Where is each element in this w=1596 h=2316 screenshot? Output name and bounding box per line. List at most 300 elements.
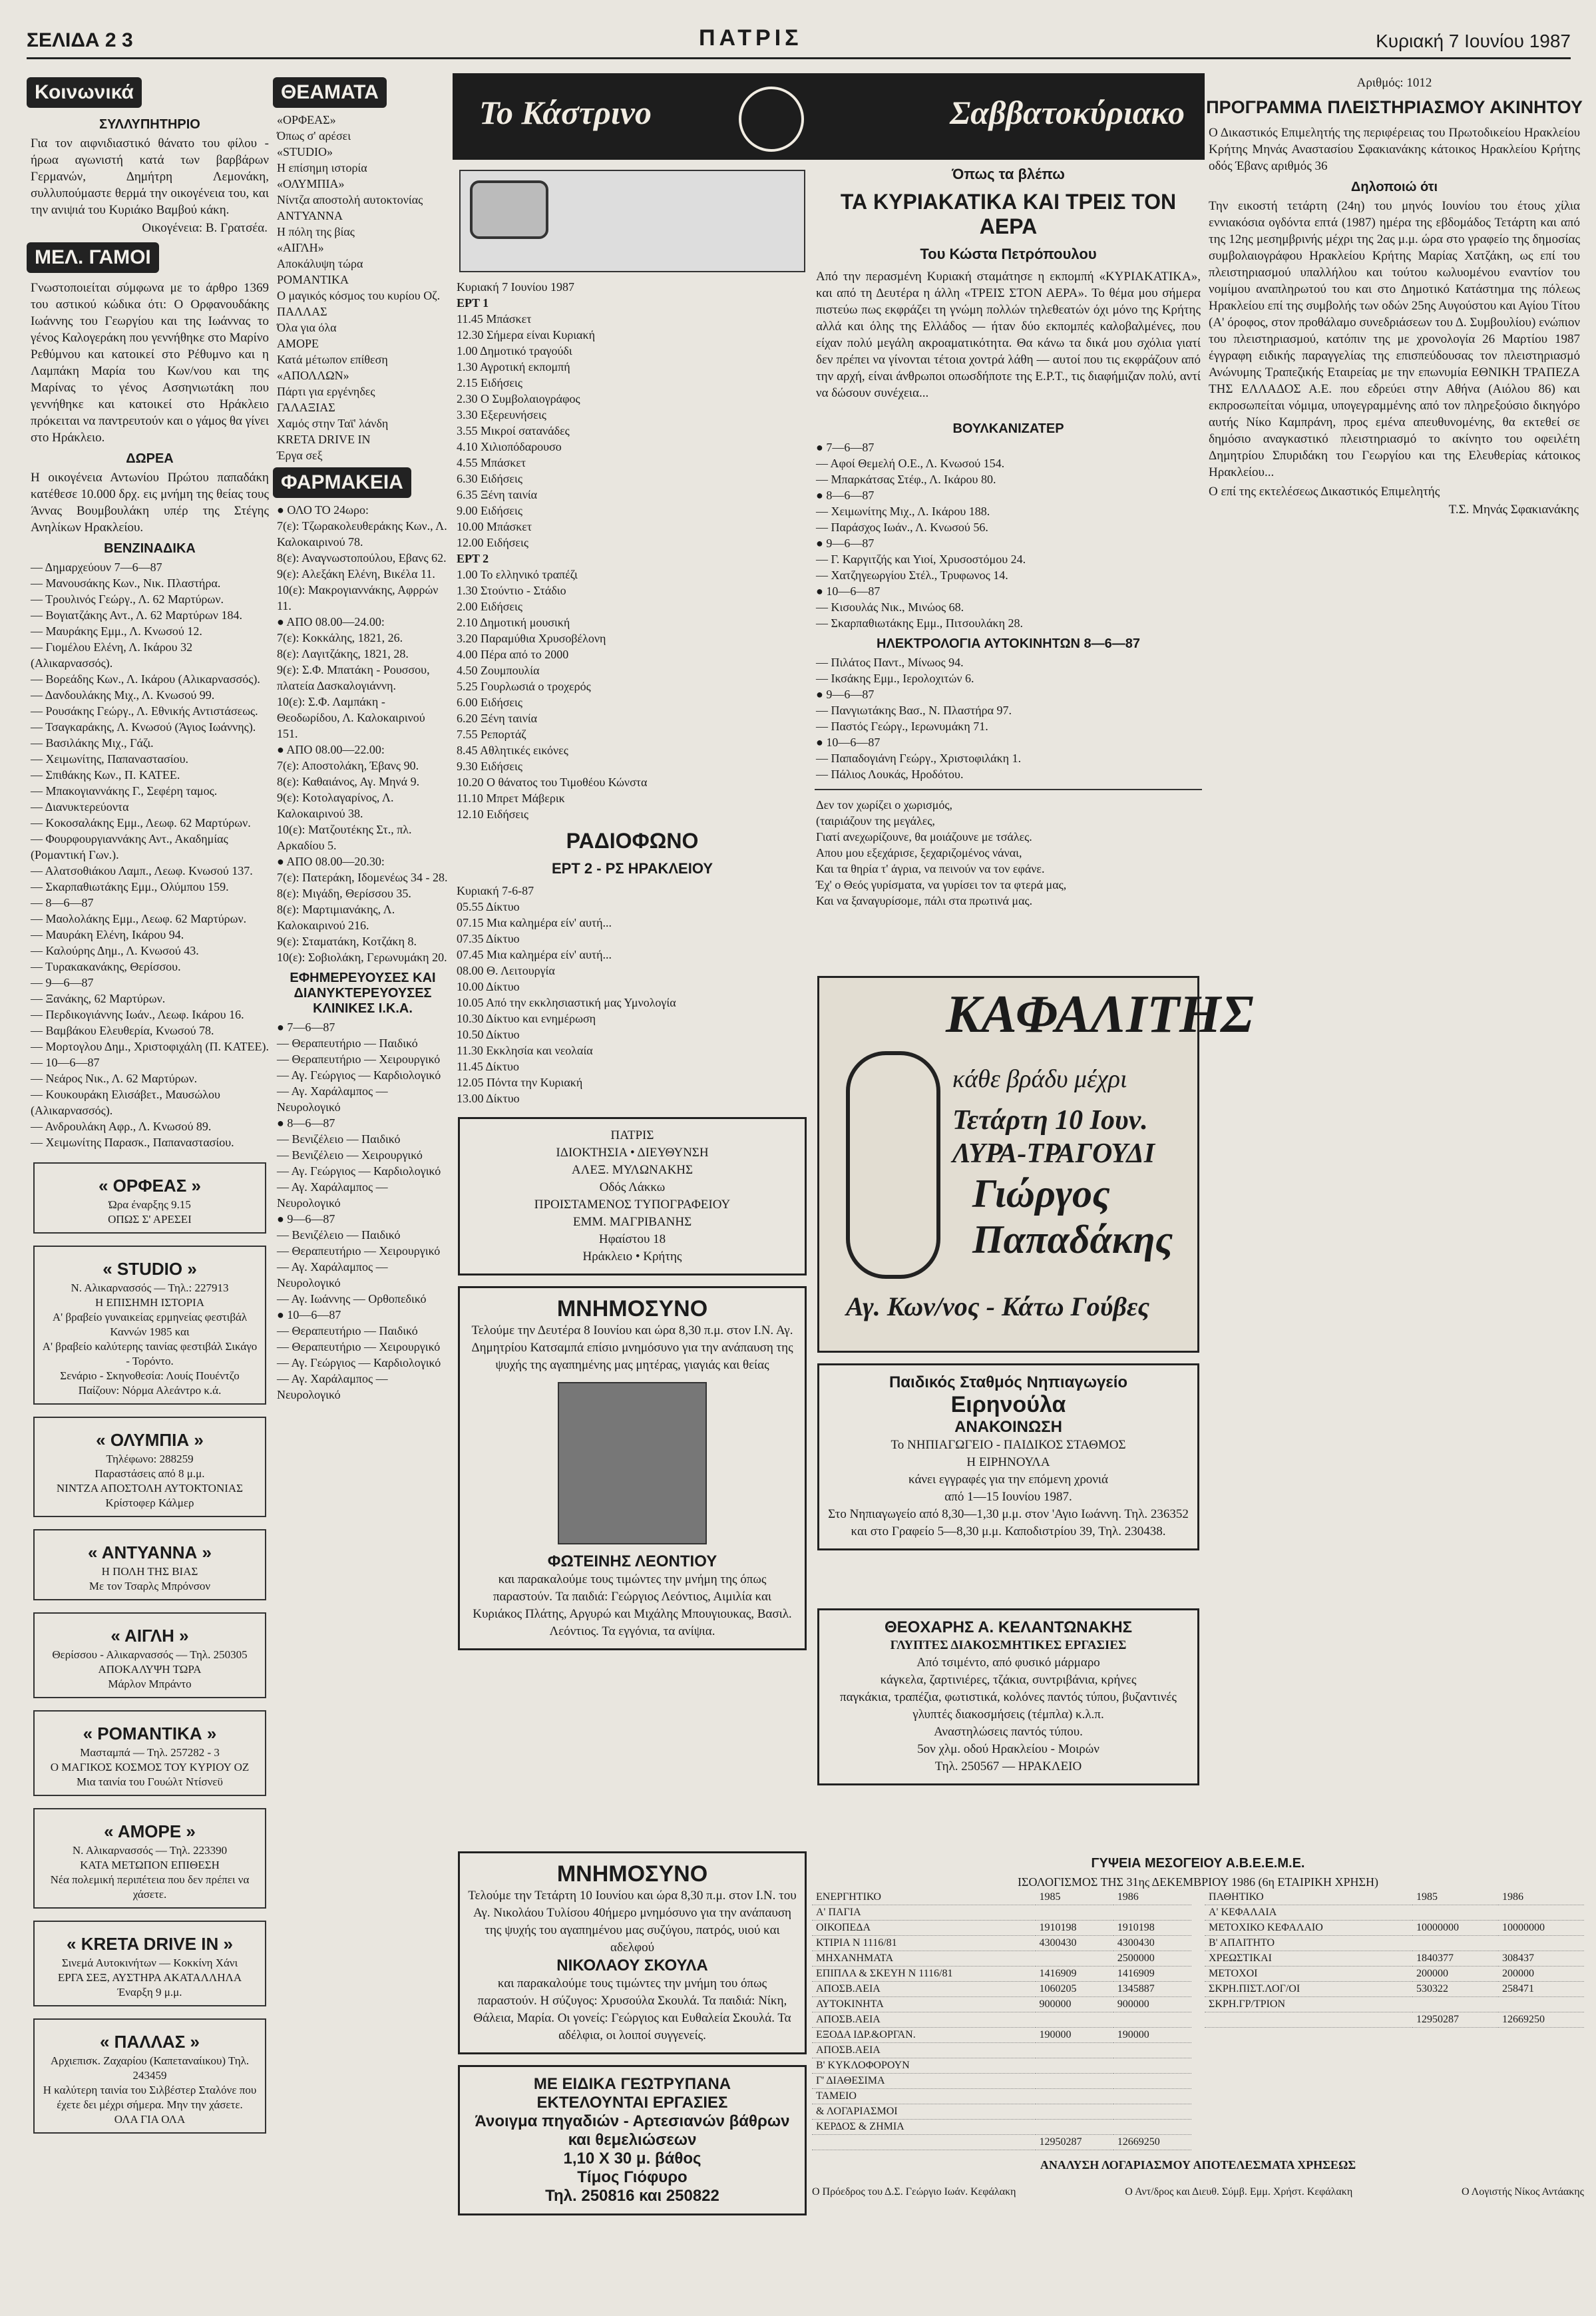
- list-item: Όπως σ' αρέσει: [277, 129, 351, 142]
- lyra-line-2: Τετάρτη 10 Ιουν.: [952, 1105, 1148, 1136]
- list-item: — Ανδρουλάκη Αφρ., Λ. Κνωσού 89.: [31, 1120, 212, 1133]
- list-item: — Παστός Γεώργ., Ιερωνυμάκη 71.: [816, 720, 988, 733]
- list-item: Νίντζα αποστολή αυτοκτονίας: [277, 193, 423, 206]
- table-cell: 12950287: [1036, 2135, 1113, 2150]
- table-row: [812, 2028, 1191, 2043]
- tv-row: 10.00 Μπάσκετ: [457, 520, 532, 533]
- list-item: — Χατζηγεωργίου Στέλ., Τρυφωνος 14.: [816, 569, 1008, 582]
- tv-illustration: [459, 170, 805, 272]
- drill-line: Άνοιγμα πηγαδιών - Αρτεσιανών βάθρων και θεμελιώσεων: [475, 2112, 790, 2149]
- memorial-2-title: ΜΝΗΜΟΣΥΝΟ: [556, 1861, 708, 1887]
- radio-schedule: [453, 899, 812, 1106]
- table-cell: [1113, 2043, 1191, 2058]
- balance-subtitle: ΙΣΟΛΟΓΙΣΜΟΣ ΤΗΣ 31ης ΔΕΚΕΜΒΡΙΟΥ 1986 (6η ΕΤΑΙΡΙΚΗ ΧΡΗΣΗ): [1018, 1875, 1378, 1889]
- list-item: ● 10—6—87: [277, 1308, 341, 1321]
- donation-heading: ΔΩΡΕΑ: [126, 451, 174, 466]
- list-item: — Πιλάτος Παντ., Μίνωος 94.: [816, 656, 964, 669]
- publisher-line: ΠΑΤΡΙΣ: [610, 1128, 654, 1142]
- list-item: — Θεραπευτήριο — Χειρουργικό: [277, 1052, 441, 1066]
- cinema-detail: Σενάριο - Σκηνοθεσία: Λουίς Πουέντζο: [60, 1369, 240, 1382]
- cinema-detail: Με τον Τσαρλς Μπρόνσον: [89, 1580, 211, 1592]
- table-cell: [1113, 2120, 1191, 2135]
- list-item: «STUDIO»: [277, 145, 333, 158]
- list-item: ● ΑΠΟ 08.00—24.00:: [277, 615, 385, 628]
- cinema-listing: [33, 1162, 266, 1234]
- table-cell: 12669250: [1113, 2135, 1191, 2150]
- table-cell: [1412, 1905, 1498, 1921]
- list-item: Χαμός στην Ταϊ' λάνδη: [277, 417, 389, 430]
- table-cell: ΜΕΤΟΧΙΚΟ ΚΕΦΑΛΑΙΟ: [1205, 1921, 1412, 1936]
- publisher-line: Ηφαίστου 18: [598, 1232, 666, 1246]
- poem-line: Και να ξαναγυρίσομε, πάλι στα πρωτινά μας.: [816, 894, 1033, 907]
- drilling-ad: [458, 2065, 807, 2215]
- radio-row: 05.55 Δίκτυο: [457, 900, 520, 913]
- list-item: ΡΟΜΑΝΤΙΚΑ: [277, 273, 349, 286]
- balance-title: ΓΥΨΕΙΑ ΜΕΣΟΓΕΙΟΥ Α.Β.Ε.Ε.Μ.Ε.: [1091, 1856, 1305, 1871]
- auction-signature: Τ.Σ. Μηνάς Σφακιανάκης: [1448, 503, 1579, 517]
- table-cell: 900000: [1113, 1997, 1191, 2012]
- list-item: ● 8—6—87: [816, 489, 875, 502]
- tv-row: 10.20 Ο θάνατος του Τιμοθέου Κώνστα: [457, 776, 648, 789]
- tv-row: 2.10 Δημοτική μουσική: [457, 616, 570, 629]
- cinema-detail: Ν. Αλικαρνασσός — Τηλ.: 227913: [71, 1281, 229, 1294]
- poem-line: Απου μου εξεχάρισε, ξεχαριζομένος νάναι,: [816, 846, 1022, 859]
- table-row: [1205, 1982, 1584, 1997]
- cinema-detail: Μάρλον Μπράντο: [108, 1678, 192, 1690]
- list-item: Κατά μέτωπον επίθεση: [277, 353, 388, 366]
- list-item: ● 8—6—87: [277, 1116, 335, 1130]
- list-item: Έργα σεξ: [277, 449, 323, 462]
- results-title: ΑΝΑΛΥΣΗ ΛΟΓΑΡΙΑΣΜΟΥ ΑΠΟΤΕΛΕΣΜΑΤΑ ΧΡΗΣΕΩΣ: [1040, 2158, 1356, 2172]
- table-cell: [1036, 2012, 1113, 2028]
- list-item: — 8—6—87: [31, 896, 94, 909]
- cinema-detail: Μια ταινία του Γουώλτ Ντίσνεϋ: [77, 1775, 223, 1788]
- list-item: — Τρουλινός Γεώργ., Λ. 62 Μαρτύρων.: [31, 592, 224, 606]
- list-item: 8(ε): Λαγιτζάκης, 1821, 28.: [277, 647, 409, 660]
- radio-row: 10.50 Δίκτυο: [457, 1028, 520, 1041]
- poem-line: (ταιριάζουν της μεγάλες,: [816, 814, 935, 827]
- list-item: — Καλούρης Δημ., Λ. Κνωσού 43.: [31, 944, 199, 957]
- memorial-notice-2: [458, 1851, 807, 2054]
- list-item: — Αγ. Χαράλαμπος — Νευρολογικό: [277, 1260, 388, 1289]
- list-item: Η επίσημη ιστορία: [277, 161, 367, 174]
- table-cell: 1840377: [1412, 1951, 1498, 1967]
- list-item: ● 7—6—87: [277, 1021, 335, 1034]
- auto-electric-heading: ΗΛΕΚΤΡΟΛΟΓΙΑ ΑΥΤΟΚΙΝΗΤΩΝ 8—6—87: [877, 636, 1140, 651]
- cinema-listing: [33, 2018, 266, 2134]
- cinema-detail: Κρίστοφερ Κάλμερ: [105, 1497, 194, 1509]
- cinema-detail: Η καλύτερη ταινία του Σιλβέστερ Σταλόνε που έχετε δει μέχρι σήμερα. Μην την χάσετε.: [43, 2084, 257, 2111]
- list-item: — Βενιζέλειο — Παιδικό: [277, 1132, 401, 1146]
- fuel-station-list: [27, 559, 273, 1150]
- list-item: — Μπακογιαννάκης Γ., Σεφέρη ταμος.: [31, 784, 218, 798]
- nursery-logo: Παιδικός Σταθμός Νηπιαγωγείο: [889, 1373, 1128, 1391]
- sculpture-line: 5ον χλμ. οδού Ηρακλείου - Μοιρών: [917, 1742, 1099, 1756]
- list-item: ΑΜΟΡΕ: [277, 337, 319, 350]
- weddings-text: Γνωστοποιείται σύμφωνα με το άρθρο 1369 του αστικού κώδικα ότι: Ο Ορφανουδάκης Ιωάννης του Γεωργίου και της Ιωάννας το γένος Καλογεράκη που γεννήθηκε στο Μαρίνο Ρεθύμνου και κατοικεί στο Ρέθυμνο και η Λαμπάκη Μαρία του Κων/νου και της Μαρίνας το γένος Ασσηνιωτάκη που γεννήθηκε και κατοικεί στο Ηράκλειο πρόκειται να παντρευτούν και ο γάμος θα γίνει στο Ηράκλειο.: [31, 281, 269, 445]
- table-cell: [1113, 2074, 1191, 2089]
- table-row: [1205, 1921, 1584, 1936]
- signer: Ο Λογιστής Νίκος Αντάακης: [1461, 2186, 1584, 2198]
- nursery-text: [827, 1437, 1189, 1540]
- condolence-signature: Οικογένεια: Β. Γρατσέα.: [142, 221, 268, 235]
- cinema-listing: [33, 1612, 266, 1698]
- liabilities-table: [1205, 1890, 1584, 2028]
- list-item: — Πάλιος Λουκάς, Ηροδότου.: [816, 768, 964, 781]
- cinema-name: « ΟΡΦΕΑΣ »: [99, 1176, 201, 1196]
- lyra-instrument-icon: [846, 1051, 940, 1279]
- feature-banner: [453, 73, 1205, 160]
- tv-row: 11.10 Μπρετ Μάβερικ: [457, 792, 565, 805]
- table-row: [812, 1982, 1191, 1997]
- assets-year-2: 1986: [1113, 1890, 1191, 1905]
- sculpture-line: Τηλ. 250567 — ΗΡΑΚΛΕΙΟ: [934, 1759, 1082, 1773]
- lyra-singer: Γιώργος Παπαδάκης: [972, 1172, 1173, 1262]
- table-row: [812, 2104, 1191, 2120]
- list-item: — Γ. Καργιτζής και Υιοί, Χρυσοστόμου 24.: [816, 553, 1026, 566]
- table-cell: [1036, 1951, 1113, 1967]
- list-item: ● 9—6—87: [277, 1212, 335, 1226]
- cinema-detail: Ο ΜΑΓΙΚΟΣ ΚΟΣΜΟΣ ΤΟΥ ΚΥΡΙΟΥ ΟΖ: [50, 1761, 250, 1773]
- memorial-2-family: και παρακαλούμε τους τιμώντες την μνήμη του όπως παραστούν. Η σύζυγος: Χρυσούλα Σκουλά. Τα παιδιά: Νίκη, Θάλεια, Μαρία. Οι γονείς: Γεώργιος και Ευθαλεία Σκουλά. Τα αδέλφια, οι λοιποί συγγενείς.: [473, 1976, 791, 2042]
- table-cell: ΑΠΟΣΒ.ΑΕΙΑ: [812, 2012, 1036, 2028]
- radio-row: 07.35 Δίκτυο: [457, 932, 520, 945]
- table-row: [1205, 1905, 1584, 1921]
- list-item: — Παπαδογιάνη Γεώργ., Χριστοφιλάκη 1.: [816, 752, 1022, 765]
- list-item: 8(ε): Αναγνωστοπούλου, Εβανς 62.: [277, 551, 447, 565]
- list-item: Ο μαγικός κόσμος του κυρίου Οζ.: [277, 289, 441, 302]
- table-row: [812, 2089, 1191, 2104]
- radio-row: 11.30 Εκκλησία και νεολαία: [457, 1044, 593, 1057]
- table-cell: 10000000: [1412, 1921, 1498, 1936]
- tv-row: 4.00 Πέρα από το 2000: [457, 648, 569, 661]
- cinema-detail: ΕΡΓΑ ΣΕΞ, ΑΥΣΤΗΡΑ ΑΚΑΤΑΛΛΗΛΑ: [57, 1971, 242, 1984]
- pharmacy-list: [273, 502, 453, 965]
- page-label: ΣΕΛΙΔΑ 2 3: [27, 29, 133, 51]
- list-item: — Θεραπευτήριο — Χειρουργικό: [277, 1244, 441, 1258]
- list-item: ● 9—6—87: [816, 688, 875, 701]
- page-header: [27, 20, 1571, 59]
- list-item: 8(ε): Μιγάδη, Θερίσσου 35.: [277, 887, 411, 900]
- table-cell: ΚΕΡΔΟΣ & ΖΗΜΙΑ: [812, 2120, 1036, 2135]
- table-cell: [1036, 2089, 1113, 2104]
- memorial-1-photo: [558, 1382, 707, 1544]
- list-item: — Μαυράκη Ελένη, Ικάρου 94.: [31, 928, 184, 941]
- list-item: 7(ε): Αποστολάκη, Έβανς 90.: [277, 759, 419, 772]
- auction-title: ΠΡΟΓΡΑΜΜΑ ΠΛΕΙΣΤΗΡΙΑΣΜΟΥ ΑΚΙΝΗΤΟΥ: [1206, 97, 1583, 117]
- list-item: — Γιομέλου Ελένη, Λ. Ικάρου 32 (Αλικαρνασσός).: [31, 640, 193, 670]
- nursery-line: Στο Νηπιαγωγείο από 8,30—1,30 μ.μ. στον 'Αγιο Ιωάννη. Τηλ. 236352 και στο Γραφείο 5—8,30 μ.μ. Καποδιστρίου 39, Τηλ. 230438.: [828, 1507, 1189, 1538]
- list-item: Η πόλη της βίας: [277, 225, 355, 238]
- tv-row: 12.30 Σήμερα είναι Κυριακή: [457, 328, 595, 342]
- list-item: ΑΝΤΥΑΝΝΑ: [277, 209, 343, 222]
- table-cell: [812, 2135, 1036, 2150]
- table-cell: 12669250: [1498, 2012, 1584, 2028]
- list-item: ΓΑΛΑΞΙΑΣ: [277, 401, 335, 414]
- table-cell: ΑΠΟΣΒ.ΑΕΙΑ: [812, 1982, 1036, 1997]
- list-item: — Κουκουράκη Ελισάβετ., Μαυσώλου (Αλικαρνασσός).: [31, 1088, 220, 1117]
- table-cell: 190000: [1113, 2028, 1191, 2043]
- tv-row: 9.00 Ειδήσεις: [457, 504, 522, 517]
- lyra-concert-ad: [817, 976, 1254, 1353]
- nursery-line: Το ΝΗΠΙΑΓΩΓΕΙΟ - ΠΑΙΔΙΚΟΣ ΣΤΑΘΜΟΣ: [891, 1438, 1126, 1452]
- radio-row: 10.00 Δίκτυο: [457, 980, 520, 993]
- assets-year-1: 1985: [1036, 1890, 1113, 1905]
- nursery-line: από 1—15 Ιουνίου 1987.: [944, 1490, 1072, 1504]
- list-item: — Παράσχος Ιωάν., Λ. Κνωσού 56.: [816, 521, 988, 534]
- vulcanizer-heading: ΒΟΥΛΚΑΝΙΖΑΤΕΡ: [952, 421, 1064, 436]
- poem-line: Έχ' ο Θεός γυρίσματα, να γυρίσει τον τα φτερά μας,: [816, 878, 1067, 891]
- poem-line: Και τα θηρία τ' άγρια, να πεινούν να τον εφάνε.: [816, 862, 1045, 875]
- nursery-heading: ΑΝΑΚΟΙΝΩΣΗ: [954, 1418, 1062, 1436]
- tv-row: 4.50 Ζουμπουλία: [457, 664, 540, 677]
- signer: Ο Αντ/δρος και Διευθ. Σύμβ. Εμμ. Χρήστ. Κεφάλακη: [1125, 2186, 1353, 2198]
- table-cell: ΑΥΤΟΚΙΝΗΤΑ: [812, 1997, 1036, 2012]
- cinema-listings: [27, 1162, 273, 2134]
- list-item: — Αφοί Θεμελή Ο.Ε., Λ. Κνωσού 154.: [816, 457, 1005, 470]
- tv-row: 2.30 Ο Συμβολαιογράφος: [457, 392, 580, 405]
- tv-row: 12.00 Ειδήσεις: [457, 536, 528, 549]
- list-item: 10(ε): Σ.Φ. Λαμπάκη - Θεοδωρίδου, Λ. Καλοκαιρινού 151.: [277, 695, 425, 740]
- cinema-detail: Αρχιεπισκ. Ζαχαρίου (Καπεταναίικου) Τηλ. 243459: [50, 2054, 250, 2082]
- table-cell: Α' ΠΑΓΙΑ: [812, 1905, 1036, 1921]
- tv-row: 11.45 Μπάσκετ: [457, 312, 532, 326]
- table-row: [812, 2043, 1191, 2058]
- list-item: — Μαολολάκης Εμμ., Λεωφ. 62 Μαρτύρων.: [31, 912, 247, 925]
- list-item: — Ρουσάκης Γεώργ., Λ. Εθνικής Αντιστάσεως.: [31, 704, 258, 718]
- table-cell: 258471: [1498, 1982, 1584, 1997]
- sculpture-subtitle: ΓΛΥΠΤΕΣ ΔΙΑΚΟΣΜΗΤΙΚΕΣ ΕΡΓΑΣΙΕΣ: [890, 1638, 1127, 1652]
- list-item: — Μαυράκης Εμμ., Λ. Κνωσού 12.: [31, 624, 202, 638]
- drill-line: ΜΕ ΕΙΔΙΚΑ ΓΕΩΤΡΥΠΑΝΑ: [533, 2075, 731, 2093]
- tv-row: 3.20 Παραμύθια Χρυσοβέλονη: [457, 632, 606, 645]
- tv-row: 6.20 Ξένη ταινία: [457, 712, 538, 725]
- vulcanizer-list: [812, 439, 1205, 631]
- cinema-detail: Παραστάσεις από 8 μ.μ.: [95, 1467, 205, 1480]
- table-cell: ΚΤΙΡΙΑ Ν 1116/81: [812, 1936, 1036, 1951]
- tv-row: 2.00 Ειδήσεις: [457, 600, 522, 613]
- table-row: [812, 1921, 1191, 1936]
- table-cell: ΧΡΕΩΣΤΙΚΑΙ: [1205, 1951, 1412, 1967]
- radio-date: Κυριακή 7-6-87: [457, 884, 534, 897]
- theatre-list: [273, 112, 453, 463]
- cinema-detail: Α' βραβείο καλύτερης ταινίας φεστιβάλ Σικάγο - Τορόντο.: [42, 1340, 258, 1367]
- table-cell: 900000: [1036, 1997, 1113, 2012]
- list-item: «ΑΠΟΛΛΩΝ»: [277, 369, 349, 382]
- table-cell: 200000: [1412, 1967, 1498, 1982]
- radio-row: 10.05 Από την εκκλησιαστική μας Υμνολογία: [457, 996, 676, 1009]
- list-item: — Βενιζέλειο — Παιδικό: [277, 1228, 401, 1242]
- table-cell: ΣΚΡΗ.ΓΡ/ΤΡΙΟΝ: [1205, 1997, 1412, 2012]
- tv-row: 4.55 Μπάσκετ: [457, 456, 526, 469]
- list-item: Αποκάλυψη τώρα: [277, 257, 363, 270]
- table-cell: 1060205: [1036, 1982, 1113, 1997]
- radio-row: 11.45 Δίκτυο: [457, 1060, 519, 1073]
- article-byline: Του Κώστα Πετρόπουλου: [920, 246, 1097, 262]
- condolence-text: Για τον αιφνιδιαστικό θάνατο του φίλου - ήρωα αγωνιστή κατά των βαρβάρων Γερμανών, Δημήτρη Λεμονάκη, συλλυπούμαστε θερμά την οικογένεια του, και την ανιψιά του Κυριάκο Βαμβού κάκη.: [31, 136, 269, 217]
- tv-row: 3.55 Μικροί σατανάδες: [457, 424, 570, 437]
- list-item: — Κοκοσαλάκης Εμμ., Λεωφ. 62 Μαρτύρων.: [31, 816, 251, 829]
- banner-left-text: Το Κάστρινο: [479, 94, 652, 131]
- masthead: ΠΑΤΡΙΣ: [699, 25, 803, 51]
- list-item: — Μπαρκάτσας Στέφ., Λ. Ικάρου 80.: [816, 473, 996, 486]
- tv-schedule-2: [453, 567, 812, 822]
- table-cell: [1113, 2104, 1191, 2120]
- list-item: — 10—6—87: [31, 1056, 100, 1069]
- list-item: — Ξανάκης, 62 Μαρτύρων.: [31, 992, 166, 1005]
- poem: [812, 797, 1205, 909]
- list-item: ● 9—6—87: [816, 537, 875, 550]
- memorial-2-name: ΝΙΚΟΛΑΟΥ ΣΚΟΥΛΑ: [556, 1957, 708, 1974]
- table-row: [812, 1997, 1191, 2012]
- list-item: — Αγ. Χαράλαμπος — Νευρολογικό: [277, 1084, 388, 1114]
- radio-title: ΡΑΔΙΟΦΩΝΟ: [566, 829, 699, 853]
- tv-row: 7.55 Ρεπορτάζ: [457, 728, 526, 741]
- cinema-name: « ΑΜΟΡΕ »: [104, 1821, 196, 1841]
- publisher-line: Οδός Λάκκω: [599, 1180, 666, 1194]
- nursery-line: Η ΕΙΡΗΝΟΥΛΑ: [966, 1455, 1050, 1469]
- list-item: — Φουρφουργιαννάκης Αντ., Ακαδημίας (Ρομαντική Γων.).: [31, 832, 228, 861]
- list-item: 10(ε): Σοβιολάκη, Γερωνυμάκη 20.: [277, 951, 447, 964]
- list-item: — Τσαγκαράκης, Λ. Κνωσού (Άγιος Ιωάννης).: [31, 720, 256, 734]
- table-row: [1205, 1936, 1584, 1951]
- table-cell: [1113, 2089, 1191, 2104]
- cinema-detail: Νέα πολεμική περιπέτεια που δεν πρέπει να χάσετε.: [50, 1873, 250, 1901]
- cinema-listing: [33, 1710, 266, 1796]
- sculpture-ad-wrap: [812, 1598, 1205, 1851]
- list-item: — Τυρακακανάκης, Θερίσσου.: [31, 960, 181, 973]
- tv-channel-1: ΕΡΤ 1: [457, 296, 489, 310]
- tv-schedule-1: [453, 311, 812, 551]
- article-headline: ΤΑ ΚΥΡΙΑΚΑΤΙΚΑ ΚΑΙ ΤΡΕΙΣ ΤΟΝ ΑΕΡΑ: [840, 190, 1177, 238]
- list-item: 9(ε): Σταματάκη, Κοτζάκη 8.: [277, 935, 417, 948]
- table-cell: 4300430: [1036, 1936, 1113, 1951]
- radio-row: 07.45 Μια καλημέρα είν' αυτή...: [457, 948, 612, 961]
- cinema-name: « ΑΙΓΛΗ »: [110, 1626, 189, 1646]
- list-item: — Κισουλάς Νικ., Μινώος 68.: [816, 600, 964, 614]
- auto-electric-list: [812, 654, 1205, 782]
- list-item: — Ικσάκης Εμμ., Ιερολοχιτών 6.: [816, 672, 974, 685]
- cinema-detail: Μασταμπά — Τηλ. 257282 - 3: [80, 1746, 220, 1759]
- tv-row: 4.10 Χιλιοπόδαρουσο: [457, 440, 562, 453]
- assets-table: [812, 1890, 1191, 2150]
- tv-icon: [470, 180, 548, 239]
- cinema-detail: Η ΠΟΛΗ ΤΗΣ ΒΙΑΣ: [101, 1565, 198, 1578]
- table-row: [812, 2120, 1191, 2135]
- table-cell: Γ' ΔΙΑΘΕΣΙΜΑ: [812, 2074, 1036, 2089]
- table-cell: [1412, 1936, 1498, 1951]
- list-item: — Σπιθάκης Κων., Π. ΚΑΤΕΕ.: [31, 768, 180, 782]
- sculpture-line: κάγκελα, ζαρτινιέρες, τζάκια, συντριβάνια, κρήνες: [880, 1673, 1137, 1687]
- list-item: 9(ε): Σ.Φ. Μπατάκη - Ρουσσου, πλατεία Δασκαλογιάννη.: [277, 663, 430, 692]
- donation-text: Η οικογένεια Αντωνίου Πρώτου παπαδάκη κατέθεσε 10.000 δρχ. εις μνήμη της θείας τους Άννας Βουμβουλάκη υπέρ της Στέγης Ανηλίκων Ηρακλείου.: [31, 471, 269, 535]
- table-row: [812, 1967, 1191, 1982]
- cinema-detail: Έναρξη 9 μ.μ.: [117, 1986, 182, 1998]
- table-cell: ΟΙΚΟΠΕΔΑ: [812, 1921, 1036, 1936]
- table-cell: 200000: [1498, 1967, 1584, 1982]
- table-cell: ΣΚΡΗ.ΠΙΣΤ.ΛΟΓ/ΟΙ: [1205, 1982, 1412, 1997]
- table-cell: ΕΞΟΔΑ ΙΔΡ.&ΟΡΓΑΝ.: [812, 2028, 1036, 2043]
- table-cell: [1205, 2012, 1412, 2028]
- publisher-line: ΕΜΜ. ΜΑΓΡΙΒΑΝΗΣ: [572, 1215, 692, 1229]
- publisher-line: ΑΛΕΞ. ΜΥΛΩΝΑΚΗΣ: [571, 1163, 694, 1177]
- table-cell: [1498, 1936, 1584, 1951]
- list-item: 7(ε): Τζωρακολευθεράκης Κων., Λ. Καλοκαιρινού 78.: [277, 519, 447, 549]
- radio-row: 08.00 Θ. Λειτουργία: [457, 964, 555, 977]
- radio-row: 10.30 Δίκτυο και ενημέρωση: [457, 1012, 596, 1025]
- weddings-title: ΜΕΛ. ΓΑΜΟΙ: [27, 242, 159, 273]
- cinema-detail: Η ΕΠΙΣΗΜΗ ΙΣΤΟΡΙΑ: [95, 1296, 204, 1309]
- table-cell: [1036, 2058, 1113, 2074]
- list-item: — Χειμωνίτης Μιχ., Λ. Ικάρου 188.: [816, 505, 990, 518]
- insurance-heading: ΕΦΗΜΕΡΕΥΟΥΣΕΣ ΚΑΙ ΔΙΑΝΥΚΤΕΡΕΥΟΥΣΕΣ ΚΛΙΝΙΚΕΣ Ι.Κ.Α.: [290, 971, 436, 1016]
- radio-subtitle: ΕΡΤ 2 - ΡΣ ΗΡΑΚΛΕΙΟΥ: [551, 860, 713, 877]
- list-item: — Αγ. Γεώργιος — Καρδιολογικό: [277, 1356, 441, 1369]
- radio-row: 07.15 Μια καλημέρα είν' αυτή...: [457, 916, 612, 929]
- list-item: 7(ε): Κοκκάλης, 1821, 26.: [277, 631, 403, 644]
- clinic-list: [273, 1019, 453, 1403]
- column-social: [27, 73, 273, 2303]
- radio-row: 12.05 Πόντα την Κυριακή: [457, 1076, 583, 1089]
- tv-row: 1.00 Το ελληνικό τραπέζι: [457, 568, 578, 581]
- cinema-detail: Θερίσσου - Αλικαρνασσός — Τηλ. 250305: [52, 1648, 248, 1661]
- table-cell: [1412, 1997, 1498, 2012]
- cinema-listing: [33, 1921, 266, 2006]
- list-item: — Βενιζέλειο — Χειρουργικό: [277, 1148, 423, 1162]
- cinema-detail: ΚΑΤΑ ΜΕΤΩΠΟΝ ΕΠΙΘΕΣΗ: [80, 1859, 220, 1871]
- poem-line: Γιατί ανεχωρίζουνε, θα μοιάζουνε με τσάλες.: [816, 830, 1032, 843]
- issue-date: Κυριακή 7 Ιουνίου 1987: [1376, 31, 1571, 51]
- list-item: «ΑΙΓΛΗ»: [277, 241, 324, 254]
- tv-row: 5.25 Γουρλωσιά ο τροχερός: [457, 680, 591, 693]
- tv-row: 3.30 Εξερευνήσεις: [457, 408, 546, 421]
- table-cell: 2500000: [1113, 1951, 1191, 1967]
- tv-row: 9.30 Ειδήσεις: [457, 760, 522, 773]
- list-item: — Θεραπευτήριο — Παιδικό: [277, 1324, 418, 1337]
- tv-row: 6.30 Ειδήσεις: [457, 472, 522, 485]
- table-cell: 530322: [1412, 1982, 1498, 1997]
- table-row: [1205, 1967, 1584, 1982]
- tv-row: 8.45 Αθλητικές εικόνες: [457, 744, 568, 757]
- list-item: — Θεραπευτήριο — Παιδικό: [277, 1037, 418, 1050]
- list-item: — Σκαρπαθιωτάκης Εμμ., Πιτσουλάκη 28.: [816, 616, 1024, 630]
- list-item: — Αγ. Γεώργιος — Καρδιολογικό: [277, 1164, 441, 1178]
- sculpture-title: ΘΕΟΧΑΡΗΣ Α. ΚΕΛΑΝΤΩΝΑΚΗΣ: [884, 1618, 1133, 1636]
- cinema-listing: [33, 1808, 266, 1909]
- cinema-name: « ΡΟΜΑΝΤΙΚΑ »: [83, 1724, 217, 1743]
- table-row: [812, 2012, 1191, 2028]
- cinema-name: « KRETA DRIVE IN »: [67, 1934, 233, 1954]
- table-cell: [1498, 1997, 1584, 2012]
- list-item: — Βαμβάκου Ελευθερία, Κνωσού 78.: [31, 1024, 214, 1037]
- table-row: [1205, 2012, 1584, 2028]
- divider: [815, 789, 1202, 790]
- table-cell: Β' ΑΠΑΙΤΗΤΟ: [1205, 1936, 1412, 1951]
- nursery-ad: [817, 1363, 1199, 1550]
- list-item: Πάρτι για εργένηδες: [277, 385, 375, 398]
- cinema-name: « STUDIO »: [102, 1259, 197, 1279]
- table-row: [812, 1936, 1191, 1951]
- list-item: 10(ε): Ματζουτέκης Στ., πλ. Αρκαδίου 5.: [277, 823, 412, 852]
- sculpture-ad: [817, 1608, 1199, 1785]
- auction-closing: Ο επί της εκτελέσεως Δικαστικός Επιμελητής: [1209, 485, 1440, 499]
- memorial-notice-1: [458, 1286, 807, 1650]
- memorial-2-text: Τελούμε την Τετάρτη 10 Ιουνίου και ώρα 8,30 π.μ. στον Ι.Ν. του Αγ. Νικολάου Τυλίσου 40ήμερο μνημόσυνο για την ανάπαυση της ψυχής του αγαπημένου μας συζύγου, πατρός, υιού και αδελφού: [468, 1889, 797, 1955]
- list-item: 9(ε): Αλεξάκη Ελένη, Βικέλα 11.: [277, 567, 435, 580]
- radio-row: 13.00 Δίκτυο: [457, 1092, 520, 1105]
- table-row: [812, 2135, 1191, 2150]
- tv-channel-2: ΕΡΤ 2: [457, 552, 489, 565]
